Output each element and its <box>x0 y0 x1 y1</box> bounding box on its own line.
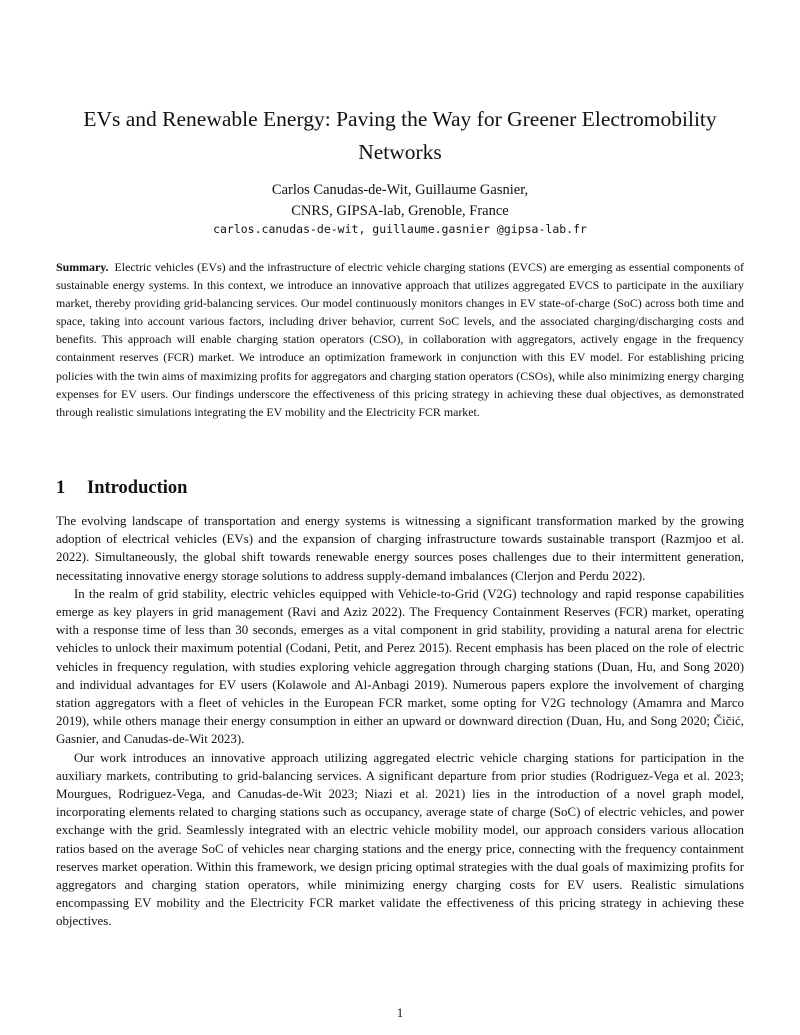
summary-label: Summary. <box>56 260 109 274</box>
intro-paragraph-1: The evolving landscape of transportation and energy systems is witnessing a significant transformation marked by the growing adoption of electrical vehicles (EVs) and the expansion of charging infrastructure towards sustainable transport (Razmjoo et al. 2022). Simultaneously, the global shift towards renewable energy sources poses challenges due to their intermittent generation, necessitating innovative energy storage solutions to address supply-demand imbalances (Clerjon and Perdu 2022). <box>56 514 744 583</box>
section-number: 1 <box>56 478 66 498</box>
section-title: Introduction <box>87 478 188 498</box>
summary-text: Electric vehicles (EVs) and the infrastructure of electric vehicle charging stations (EVCS) are emerging as essential components of sustainable energy systems. In this context, we introduce an innovative approach that utilizes aggregated EVCS to participate in the auxiliary market, thereby providing grid-balancing services. Our model continuously monitors changes in EV state-of-charge (SoC) across both time and space, taking into account various factors, including driver behavior, current SoC levels, and the associated charging/discharging costs and benefits. This approach will enable charging station operators (CSO), in collaboration with aggregators, actively engage in the frequency containment reserves (FCR) market. We introduce an optimization framework in conjunction with this EV model. For establishing pricing policies with the twin aims of maximizing profits for aggregators and charging station operators (CSOs), while also minimizing energy charging expenses for EV users. Our findings underscore the effectiveness of this pricing strategy in achieving these dual objectives, as demonstrated through realistic simulations integrating the EV mobility and the Electricity FCR market. <box>56 260 744 419</box>
author-affiliation: CNRS, GIPSA-lab, Grenoble, France <box>291 203 509 219</box>
section-heading-introduction <box>56 476 744 500</box>
author-emails: carlos.canudas-de-wit, guillaume.gasnier @gipsa-lab.fr <box>213 222 587 236</box>
summary-abstract <box>56 258 744 421</box>
author-block <box>40 180 760 222</box>
page-number: 1 <box>396 1005 404 1020</box>
introduction-body <box>56 512 744 931</box>
intro-paragraph-2: In the realm of grid stability, electric vehicles equipped with Vehicle-to-Grid (V2G) technology and rapid response capabilities emerge as key players in grid management (Ravi and Aziz 2022). The Frequency Containment Reserves (FCR) market, operating with a response time of less than 30 seconds, emerges as a vital component in grid stability, providing a natural arena for electric vehicles to unlock their maximum potential (Codani, Petit, and Perez 2015). Recent emphasis has been placed on the role of electric vehicles in frequency regulation, with studies exploring vehicle aggregation through charging stations (Duan, Hu, and Song 2020) and individual advantages for EV users (Kolawole and Al-Anbagi 2019). Numerous papers explore the involvement of charging station aggregators with a fleet of vehicles in the European FCR market, some opting for V2G technology (Amamra and Marco 2019), while others manage their energy consumption in either an upward or downward direction (Duan, Hu, and Song 2020; Čičić, Gasnier, and Canudas-de-Wit 2023). <box>56 586 744 747</box>
author-names: Carlos Canudas-de-Wit, Guillaume Gasnier, <box>271 182 529 198</box>
paper-title: EVs and Renewable Energy: Paving the Way for Greener Electromobility Networks <box>83 107 717 164</box>
intro-paragraph-3: Our work introduces an innovative approach utilizing aggregated electric vehicle charging stations for participation in the auxiliary markets, contributing to grid-balancing services. A significant departure from prior studies (Rodriguez-Vega et al. 2023; Mourgues, Rodriguez-Vega, and Canudas-de-Wit 2023; Niazi et al. 2021) lies in the introduction of a novel graph model, incorporating elements related to charging stations such as occupancy, average state of charge (SoC) of electric vehicles, and power exchange with the grid. Seamlessly integrated with an electric vehicle mobility model, our approach considers various allocation ratios based on the average SoC of vehicles near charging stations and the energy price, connecting with the frequency containment reserves market operation. Within this framework, we design pricing optimal strategies with the dual goals of maximizing profits for aggregators and charging station operators, while minimizing energy charging costs for EV users. Realistic simulations encompassing EV mobility and the Electricity FCR market validate the effectiveness of this pricing strategy in achieving these objectives. <box>56 750 744 929</box>
